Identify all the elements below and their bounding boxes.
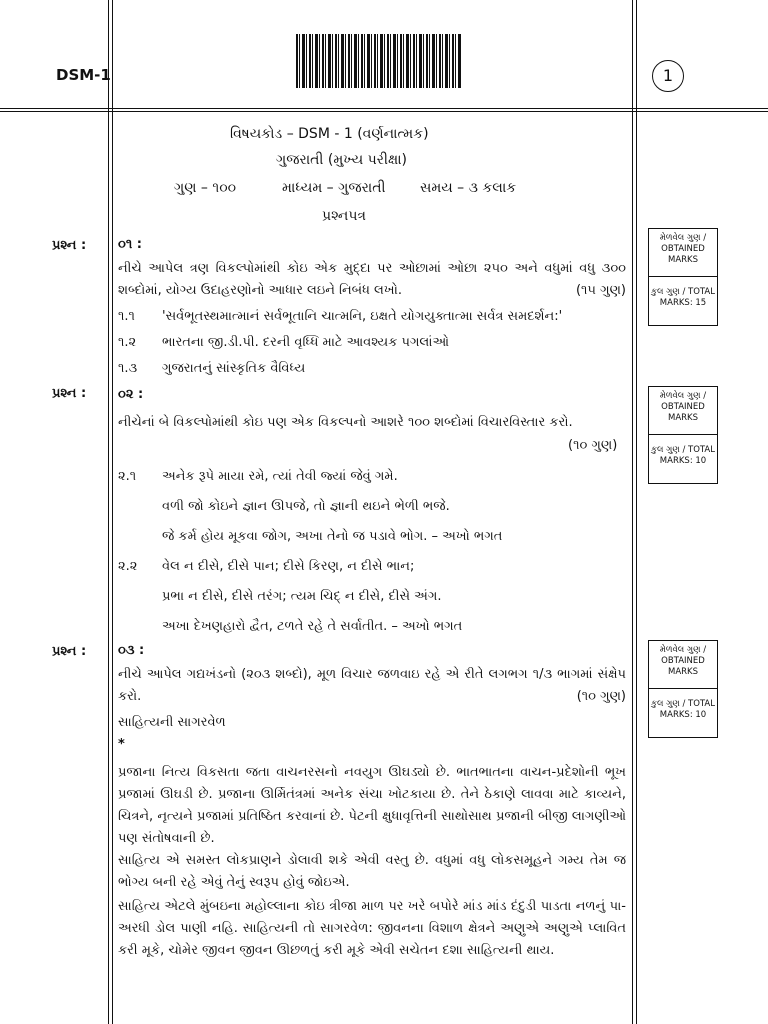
q2-option-2-line-2: પ્રભા ન દીસે, દીસે તરંગ; ત્યમ ચિદ્ ન દીસે, દીસે અંગ. [162, 589, 442, 604]
q3-marks: (૧૦ ગુણ) [576, 689, 626, 704]
verse-line: અનેક રૂપે માયા રમે, ત્યાં તેવી જ્યાં જેવું ગમે. [162, 469, 398, 484]
total-marks-cell: કુલ ગુણ / TOTAL MARKS: 10 [651, 445, 715, 466]
option-number: ૧.૨ [118, 335, 137, 350]
passage-paragraph-3: સાહિત્ય એટલે મુંબઇના મહોલ્લાના કોઇ ત્રીજા માળ પર ખરે બપોરે માંડ માંડ દંદુડી પાડતા નળનું પા-અરધી ડોલ પાણી નહિ. સાહિત્યની તો સાગરવેળ: જીવનના વિશાળ ક્ષેત્રને અણુએ અણુએ પ્લાવિત કરી મૂકે, ચોમેર જીવન જીવન ઊછળતું કરી મૂકે એવી સચેતન દશા સાહિત્યની થાય. [118, 899, 626, 958]
question-label: પ્રશ્ન : [52, 644, 87, 659]
subject-line: વિષયકોડ – DSM - 1 (વર્ણનાત્મક) [230, 126, 429, 142]
obtained-marks-cell: મેળવેલ ગુણ / OBTAINED MARKS [649, 387, 717, 435]
option-number: ૨.૧ [118, 469, 137, 484]
barcode [296, 34, 462, 88]
q3-number: ૦૩ : [118, 643, 145, 658]
q1-option-2 [118, 332, 449, 354]
document-code: DSM-1 [56, 66, 111, 84]
marks-total: ગુણ – ૧૦૦ [174, 180, 237, 196]
header-divider-inner [0, 111, 768, 112]
right-margin-rule-inner [636, 0, 637, 1024]
page-number: 1 [652, 60, 684, 92]
left-margin-rule-inner [112, 0, 113, 1024]
q2-instruction: નીચેનાં બે વિકલ્પોમાંથી કોઇ પણ એક વિકલ્પનો આશરે ૧૦૦ શબ્દોમાં વિચારવિસ્તાર કરો. [118, 415, 573, 430]
q1-instruction-text: નીચે આપેલ ત્રણ વિકલ્પોમાંથી કોઇ એક મુદ્દા પર ઓછામાં ઓછા ૨૫૦ અને વધુમાં વધુ ૩૦૦ શબ્દોમાં, યોગ્ય ઉદાહરણોનો આધાર લઇને નિબંધ લખો. [118, 261, 626, 298]
mark-box-q1 [648, 228, 718, 326]
paper-label: પ્રશ્નપત્ર [322, 208, 367, 224]
option-number: ૨.૨ [118, 559, 138, 574]
right-margin-rule [632, 0, 633, 1024]
passage-paragraph-1: પ્રજાના નિત્ય વિકસતા જતા વાચનરસનો નવયુગ ઊઘડ્યો છે. ભાતભાતના વાચન-પ્રદેશોની ભૂખ પ્રજામાં ઊઘડી છે. પ્રજાના ઊર્મિતંત્રમાં અનેક સંચા ખોટકાયા છે. તેને ઠેકાણે લાવવા માટે કાવ્યને, ચિત્રને, નૃત્યને પ્રજામાં પ્રતિષ્ઠિત કરવાનાં છે. પેટની ક્ષુધાવૃત્તિની સાથોસાથ પ્રજાની બીજી લાગણીઓ પણ સંતોષવાની છે. [118, 765, 626, 846]
time-allowed: સમય – ૩ કલાક [420, 180, 517, 196]
q2-option-2-line-1 [118, 556, 414, 578]
exam-line: ગુજરાતી (મુખ્ય પરીક્ષા) [276, 152, 408, 168]
q2-marks: (૧૦ ગુણ) [568, 438, 618, 453]
q3-instruction [118, 664, 626, 708]
medium: માધ્યમ – ગુજરાતી [282, 180, 386, 196]
q2-option-1-line-2: વળી જો કોઇને જ્ઞાન ઊપજે, તો જ્ઞાની થઇને ભેળી ભજે. [162, 499, 450, 514]
option-text: ભારતના જી.ડી.પી. દરની વૃધ્ધિ માટે આવશ્યક પગલાંઓ [162, 335, 449, 350]
obtained-marks-cell: મેળવેલ ગુણ / OBTAINED MARKS [649, 229, 717, 277]
mark-box-q2 [648, 386, 718, 484]
question-label: પ્રશ્ન : [52, 238, 87, 253]
q2-option-2-line-3: અખા દેખણહારો દ્વૈત, ટળતે રહે તે સર્વાતીત. – અખો ભગત [162, 619, 463, 634]
q1-marks: (૧૫ ગુણ) [575, 283, 626, 298]
q1-option-3 [118, 358, 305, 380]
total-marks-cell: કુલ ગુણ / TOTAL MARKS: 15 [651, 287, 715, 308]
total-marks-cell: કુલ ગુણ / TOTAL MARKS: 10 [651, 699, 715, 720]
option-number: ૧.૧ [118, 309, 135, 324]
question-label: પ્રશ્ન : [52, 386, 87, 401]
q2-option-1-line-3: જે કર્મ હોય મૂકવા જોગ, અખા તેનો જ પડાવે ભોગ. – અખો ભગત [162, 529, 503, 544]
passage-title: સાહિત્યની સાગરવેળ [118, 715, 226, 730]
q1-instruction [118, 258, 626, 302]
option-text: 'સર્વભૂતસ્થમાત્માનં સર્વભૂતાનિ ચાત્મનિ, ઇક્ષતે યોગયુક્તાત્મા સર્વત્ર સમદર્શન:' [162, 309, 563, 324]
q1-number: ૦૧ : [118, 237, 142, 252]
header-divider [0, 108, 768, 109]
verse-line: વેલ ન દીસે, દીસે પાન; દીસે કિરણ, ન દીસે ભાન; [162, 559, 415, 574]
option-text: ગુજરાતનું સાંસ્કૃતિક વૈવિધ્ય [162, 361, 306, 376]
q2-option-1-line-1 [118, 466, 398, 488]
passage-paragraph-2: સાહિત્ય એ સમસ્ત લોકપ્રાણને ડોલાવી શકે એવી વસ્તુ છે. વધુમાં વધુ લોકસમૂહને ગમ્ય તેમ જ ભોગ્ય બની રહે એવું તેનું સ્વરૂપ હોવું જોઇએ. [118, 853, 626, 890]
q2-number: ૦૨ : [118, 387, 144, 402]
passage-star: * [118, 737, 125, 752]
obtained-marks-cell: મેળવેલ ગુણ / OBTAINED MARKS [649, 641, 717, 689]
mark-box-q3 [648, 640, 718, 738]
left-margin-rule [108, 0, 109, 1024]
q1-option-1 [118, 306, 562, 328]
q3-instruction-text: નીચે આપેલ ગદ્યખંડનો (૨૦૩ શબ્દો), મૂળ વિચાર જળવાઇ રહે એ રીતે લગભગ ૧/૩ ભાગમાં સંક્ષેપ કરો. [118, 667, 626, 704]
option-number: ૧.૩ [118, 361, 138, 376]
